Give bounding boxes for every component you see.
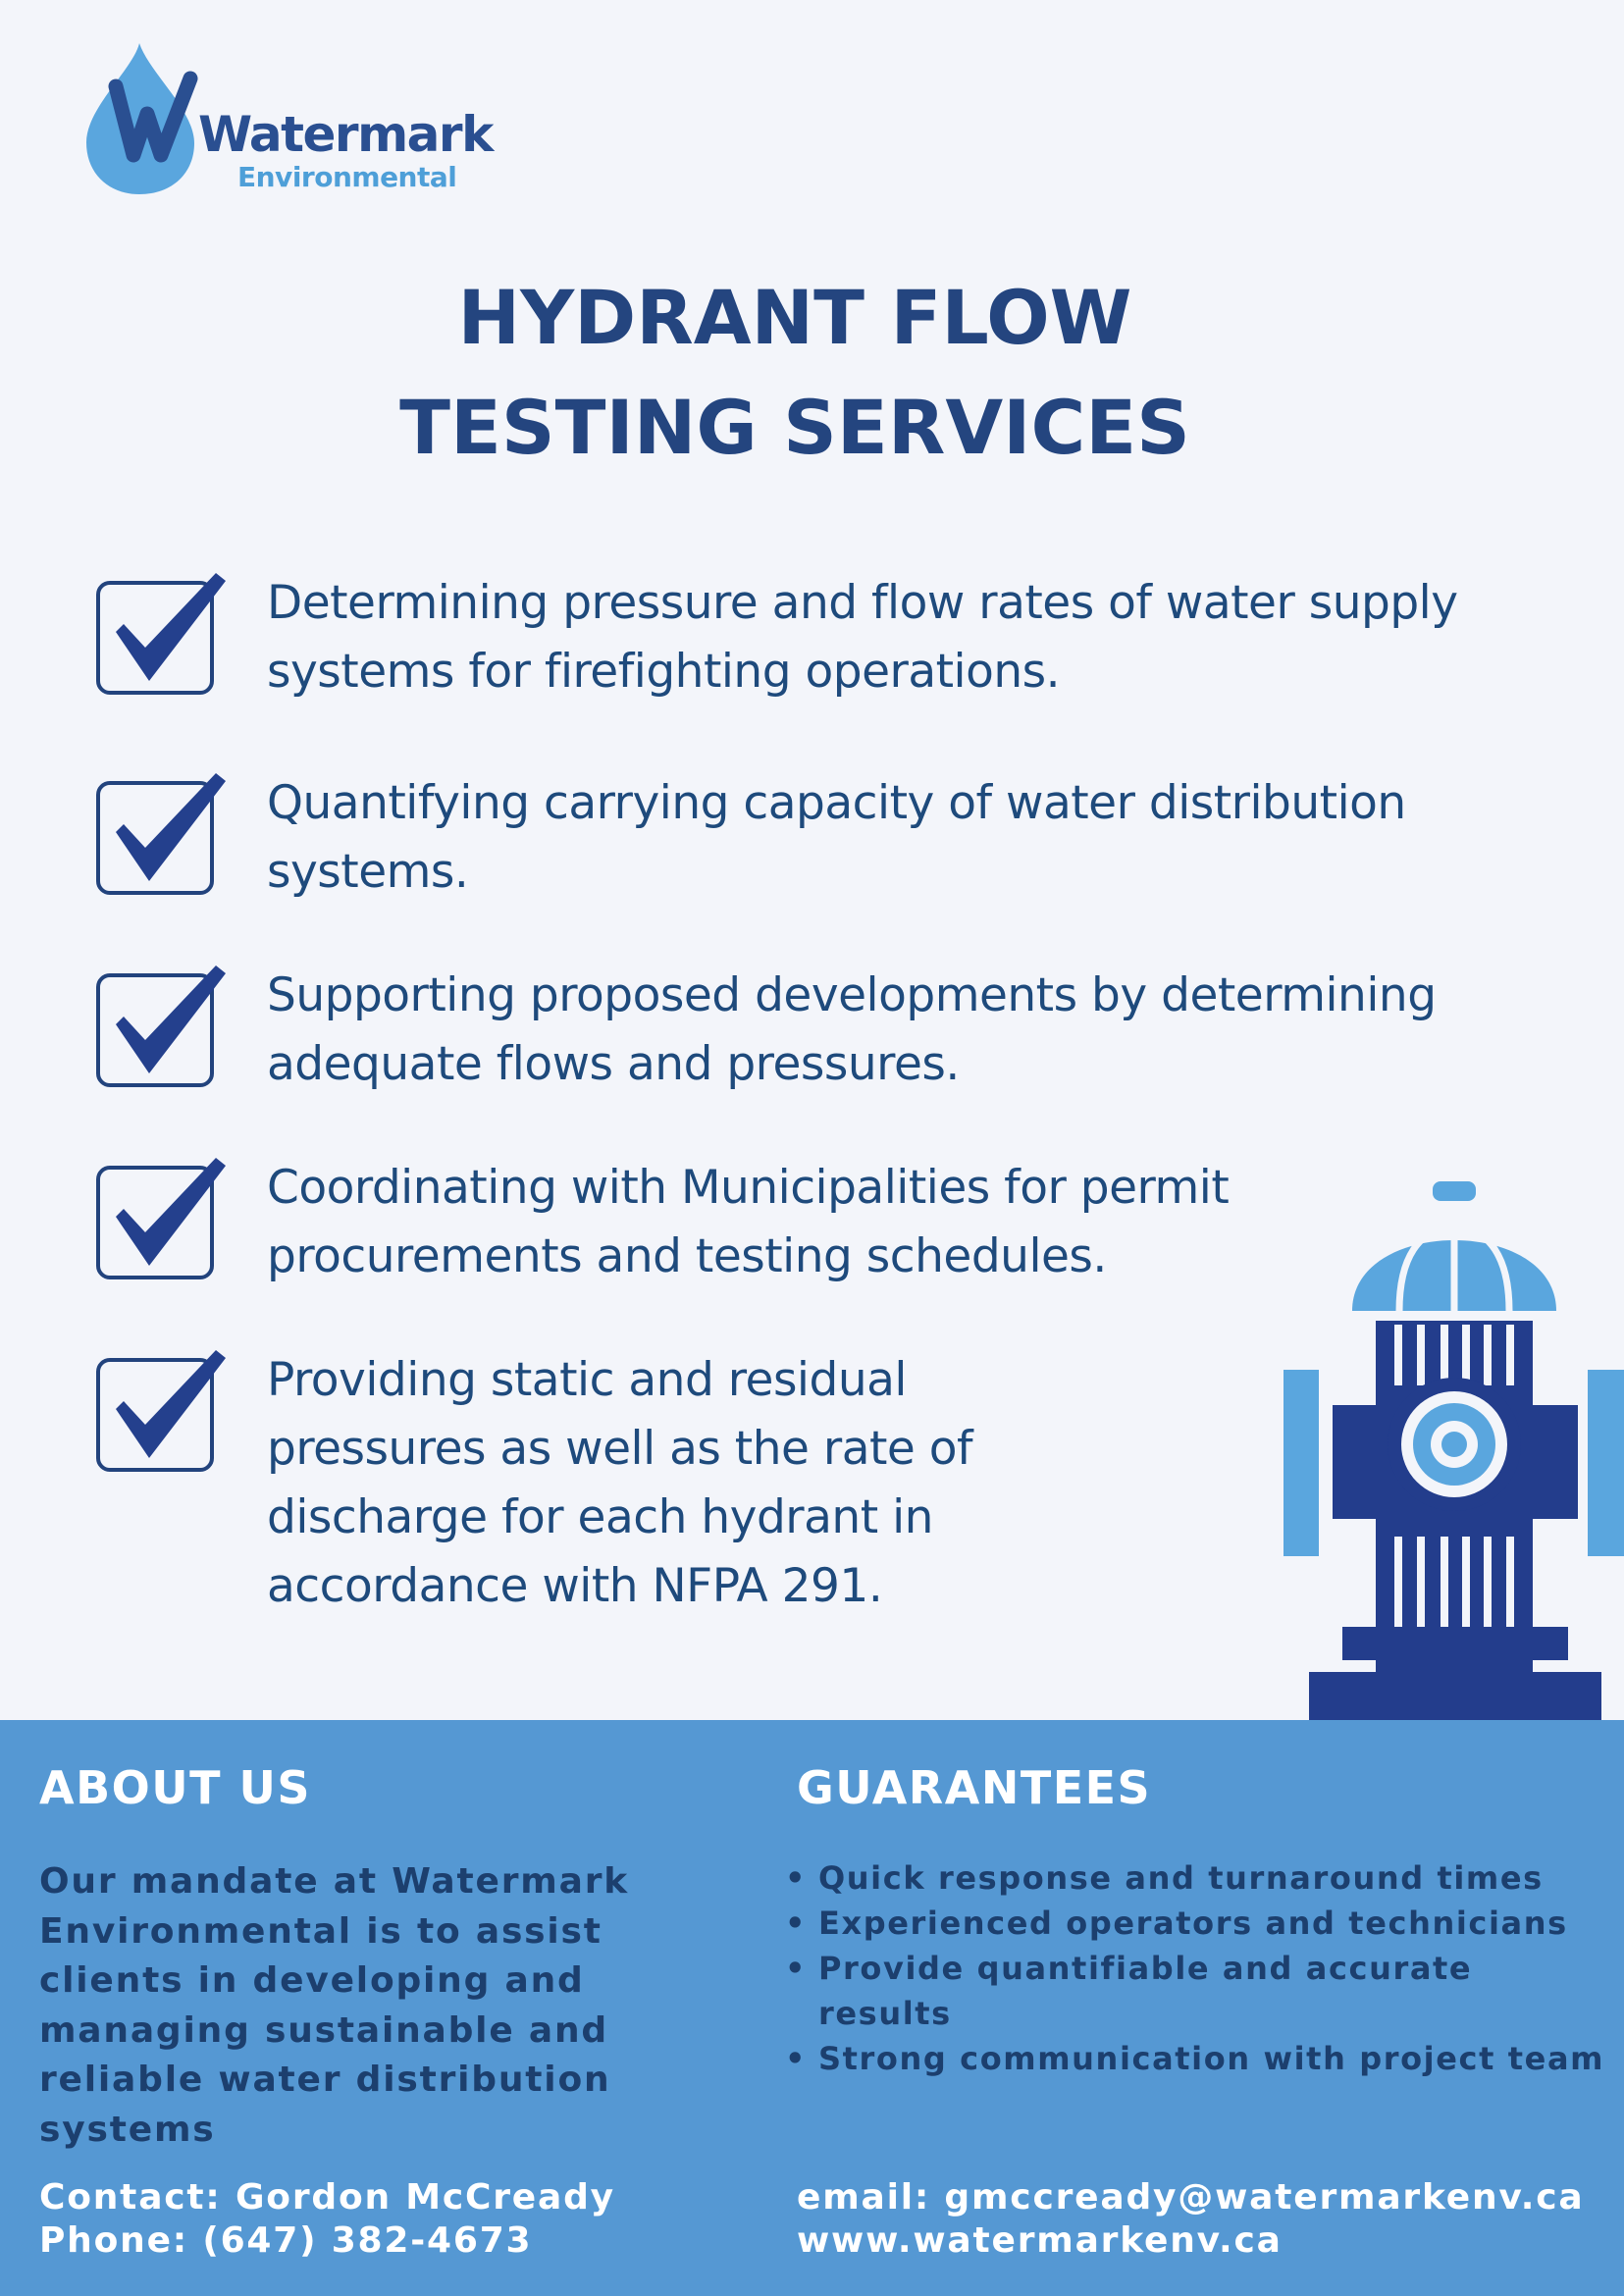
watermark-logo (82, 39, 493, 206)
checkbox-check-icon (94, 964, 232, 1091)
service-text: Quantifying carrying capacity of water distribution systems. (267, 776, 1406, 899)
contact-phone: Phone: (647) 382-4673 (39, 2220, 533, 2261)
logo-subtitle: Environmental (237, 161, 457, 193)
service-text: Determining pressure and flow rates of water supply systems for firefighting operations. (267, 576, 1458, 699)
email-link[interactable]: email: gmccready@watermarkenv.ca (797, 2177, 1585, 2218)
service-text: Supporting proposed developments by determining adequate flows and pressures. (267, 968, 1437, 1091)
logo-name: Watermark (198, 106, 493, 163)
page-title (0, 263, 1590, 483)
checkbox-check-icon (94, 771, 232, 899)
service-text: Providing static and residual pressures as well as the rate of discharge for each hydrant in accordance with NFPA 291. (267, 1353, 973, 1613)
title-line-1: HYDRANT FLOW (457, 274, 1132, 361)
contact-name: Contact: Gordon McCready (39, 2177, 615, 2218)
checkbox-check-icon (94, 571, 232, 699)
list-item: • Experienced operators and technicians (785, 1901, 1609, 1946)
fire-hydrant-icon (1282, 1177, 1624, 1722)
about-heading: ABOUT US (39, 1761, 311, 1814)
guarantees-list (785, 1855, 1609, 2081)
website-link[interactable]: www.watermarkenv.ca (797, 2220, 1283, 2261)
guarantees-heading: GUARANTEES (797, 1761, 1152, 1814)
footer-panel (0, 1720, 1624, 2296)
list-item: • Quick response and turnaround times (785, 1855, 1609, 1901)
about-body: Our mandate at Watermark Environmental is to assist clients in developing and managing sustainable and reliable water distribution systems (39, 1861, 630, 2150)
checkbox-check-icon (94, 1348, 232, 1476)
title-line-2: TESTING SERVICES (399, 384, 1190, 471)
list-item: • Strong communication with project team (785, 2036, 1609, 2081)
checkbox-check-icon (94, 1156, 232, 1283)
service-text: Coordinating with Municipalities for permit procurements and testing schedules. (267, 1161, 1230, 1283)
water-drop-icon (82, 39, 210, 196)
list-item: • Provide quantifiable and accurate results (785, 1946, 1609, 2036)
